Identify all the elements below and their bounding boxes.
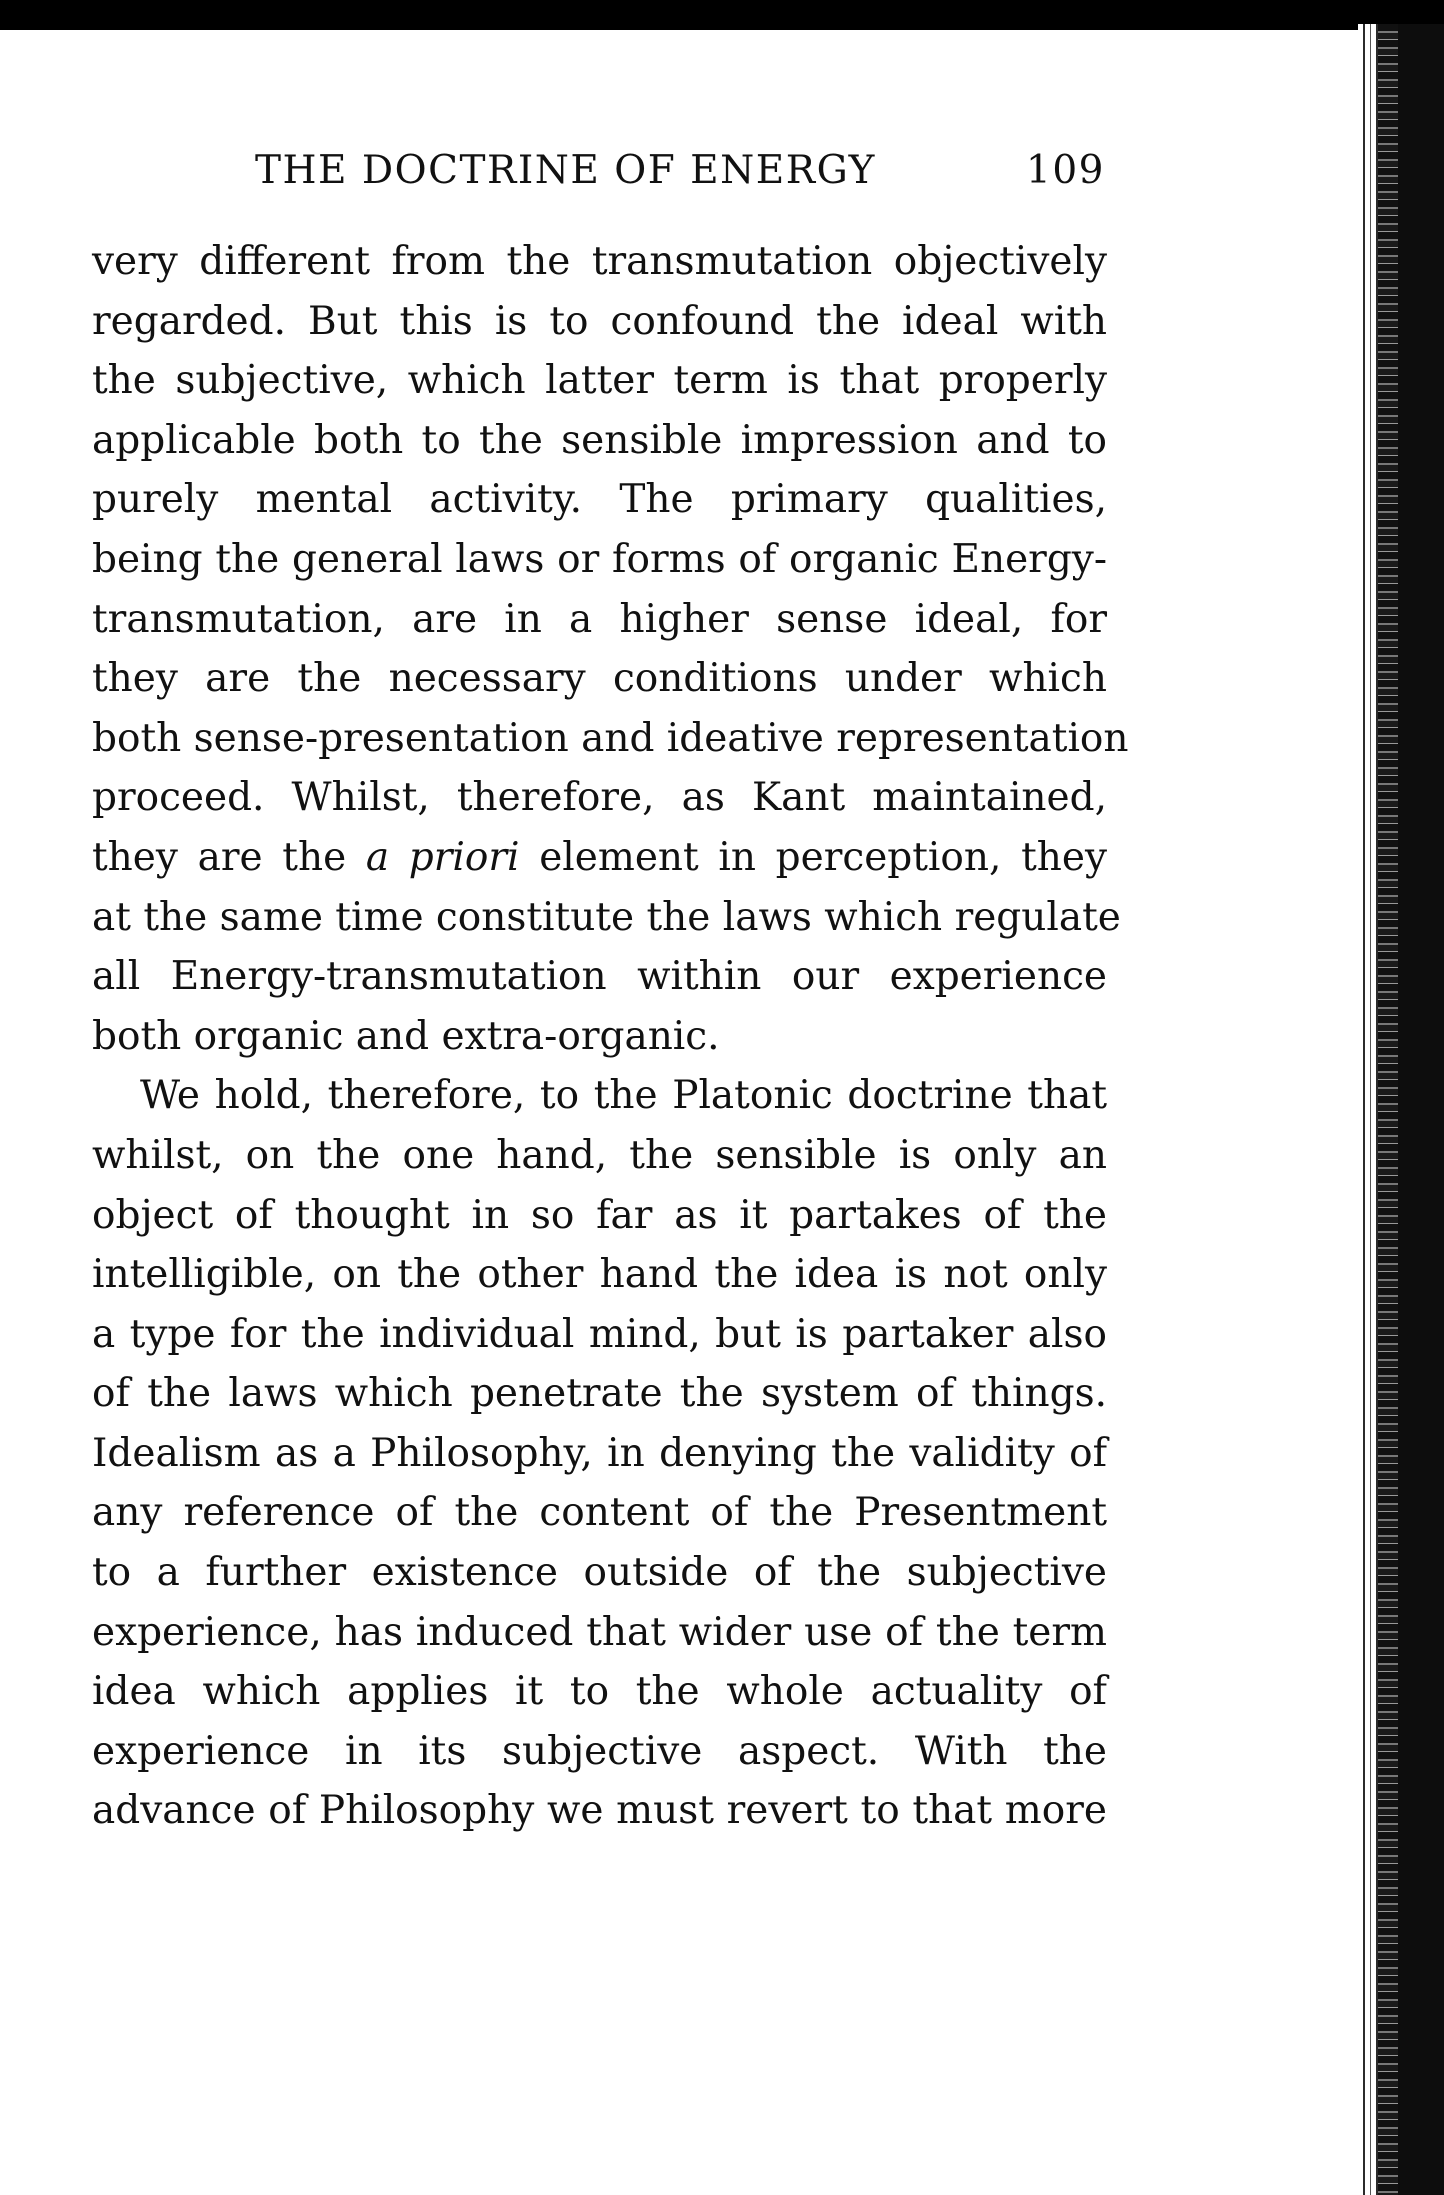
paragraph-last-line: both organic and extra-organic. [92,1013,720,1059]
running-head [255,148,1105,198]
text-line: very different from the transmutation objectively [92,239,1107,284]
text-line: both sense-presentation and ideative representation [92,715,1129,761]
text-line: a type for the individual mind, but is partaker also [92,1311,1107,1357]
text-line-with-italic [92,828,1107,888]
text-line: idea which applies it to the whole actuality of [92,1669,1107,1715]
text-line: experience in its subjective aspect. With the [92,1728,1107,1774]
text-fragment: they are the [92,834,366,880]
body-text [92,232,1129,1841]
page-number: 109 [1026,148,1105,193]
italic-phrase: a priori [365,834,520,880]
text-line: to a further existence outside of the subjective [92,1550,1107,1596]
paragraph-first-line: We hold, therefore, to the Platonic doctrine that [140,1073,1107,1119]
text-line: transmutation, are in a higher sense ideal, for [92,596,1107,642]
text-line: at the same time constitute the laws which regulate [92,894,1121,940]
text-line: of the laws which penetrate the system of things. [92,1371,1107,1417]
text-line: being the general laws or forms of organic Energy- [92,536,1107,582]
text-line: the subjective, which latter term is that properly [92,358,1107,404]
text-line: whilst, on the one hand, the sensible is only an [92,1132,1107,1178]
text-line: intelligible, on the other hand the idea is not only [92,1252,1107,1298]
text-line: all Energy-transmutation within our experience [92,954,1107,1000]
text-line: Idealism as a Philosophy, in denying the validity of [92,1430,1107,1476]
text-line: object of thought in so far as it partakes of the [92,1192,1107,1238]
text-line: purely mental activity. The primary qualities, [92,477,1107,523]
scan-top-border [0,0,1444,30]
text-line: any reference of the content of the Presentment [92,1490,1107,1536]
text-line: advance of Philosophy we must revert to that more [92,1788,1107,1834]
text-line: they are the necessary conditions under which [92,656,1107,702]
text-line: regarded. But this is to confound the ideal with [92,298,1107,344]
text-line: proceed. Whilst, therefore, as Kant maintained, [92,775,1107,821]
running-head-title: THE DOCTRINE OF ENERGY [255,148,876,193]
book-page-edge [1358,24,1444,2195]
text-fragment: element in perception, they [519,834,1107,880]
text-line: experience, has induced that wider use of the term [92,1609,1107,1655]
text-line: applicable both to the sensible impression and to [92,417,1107,463]
